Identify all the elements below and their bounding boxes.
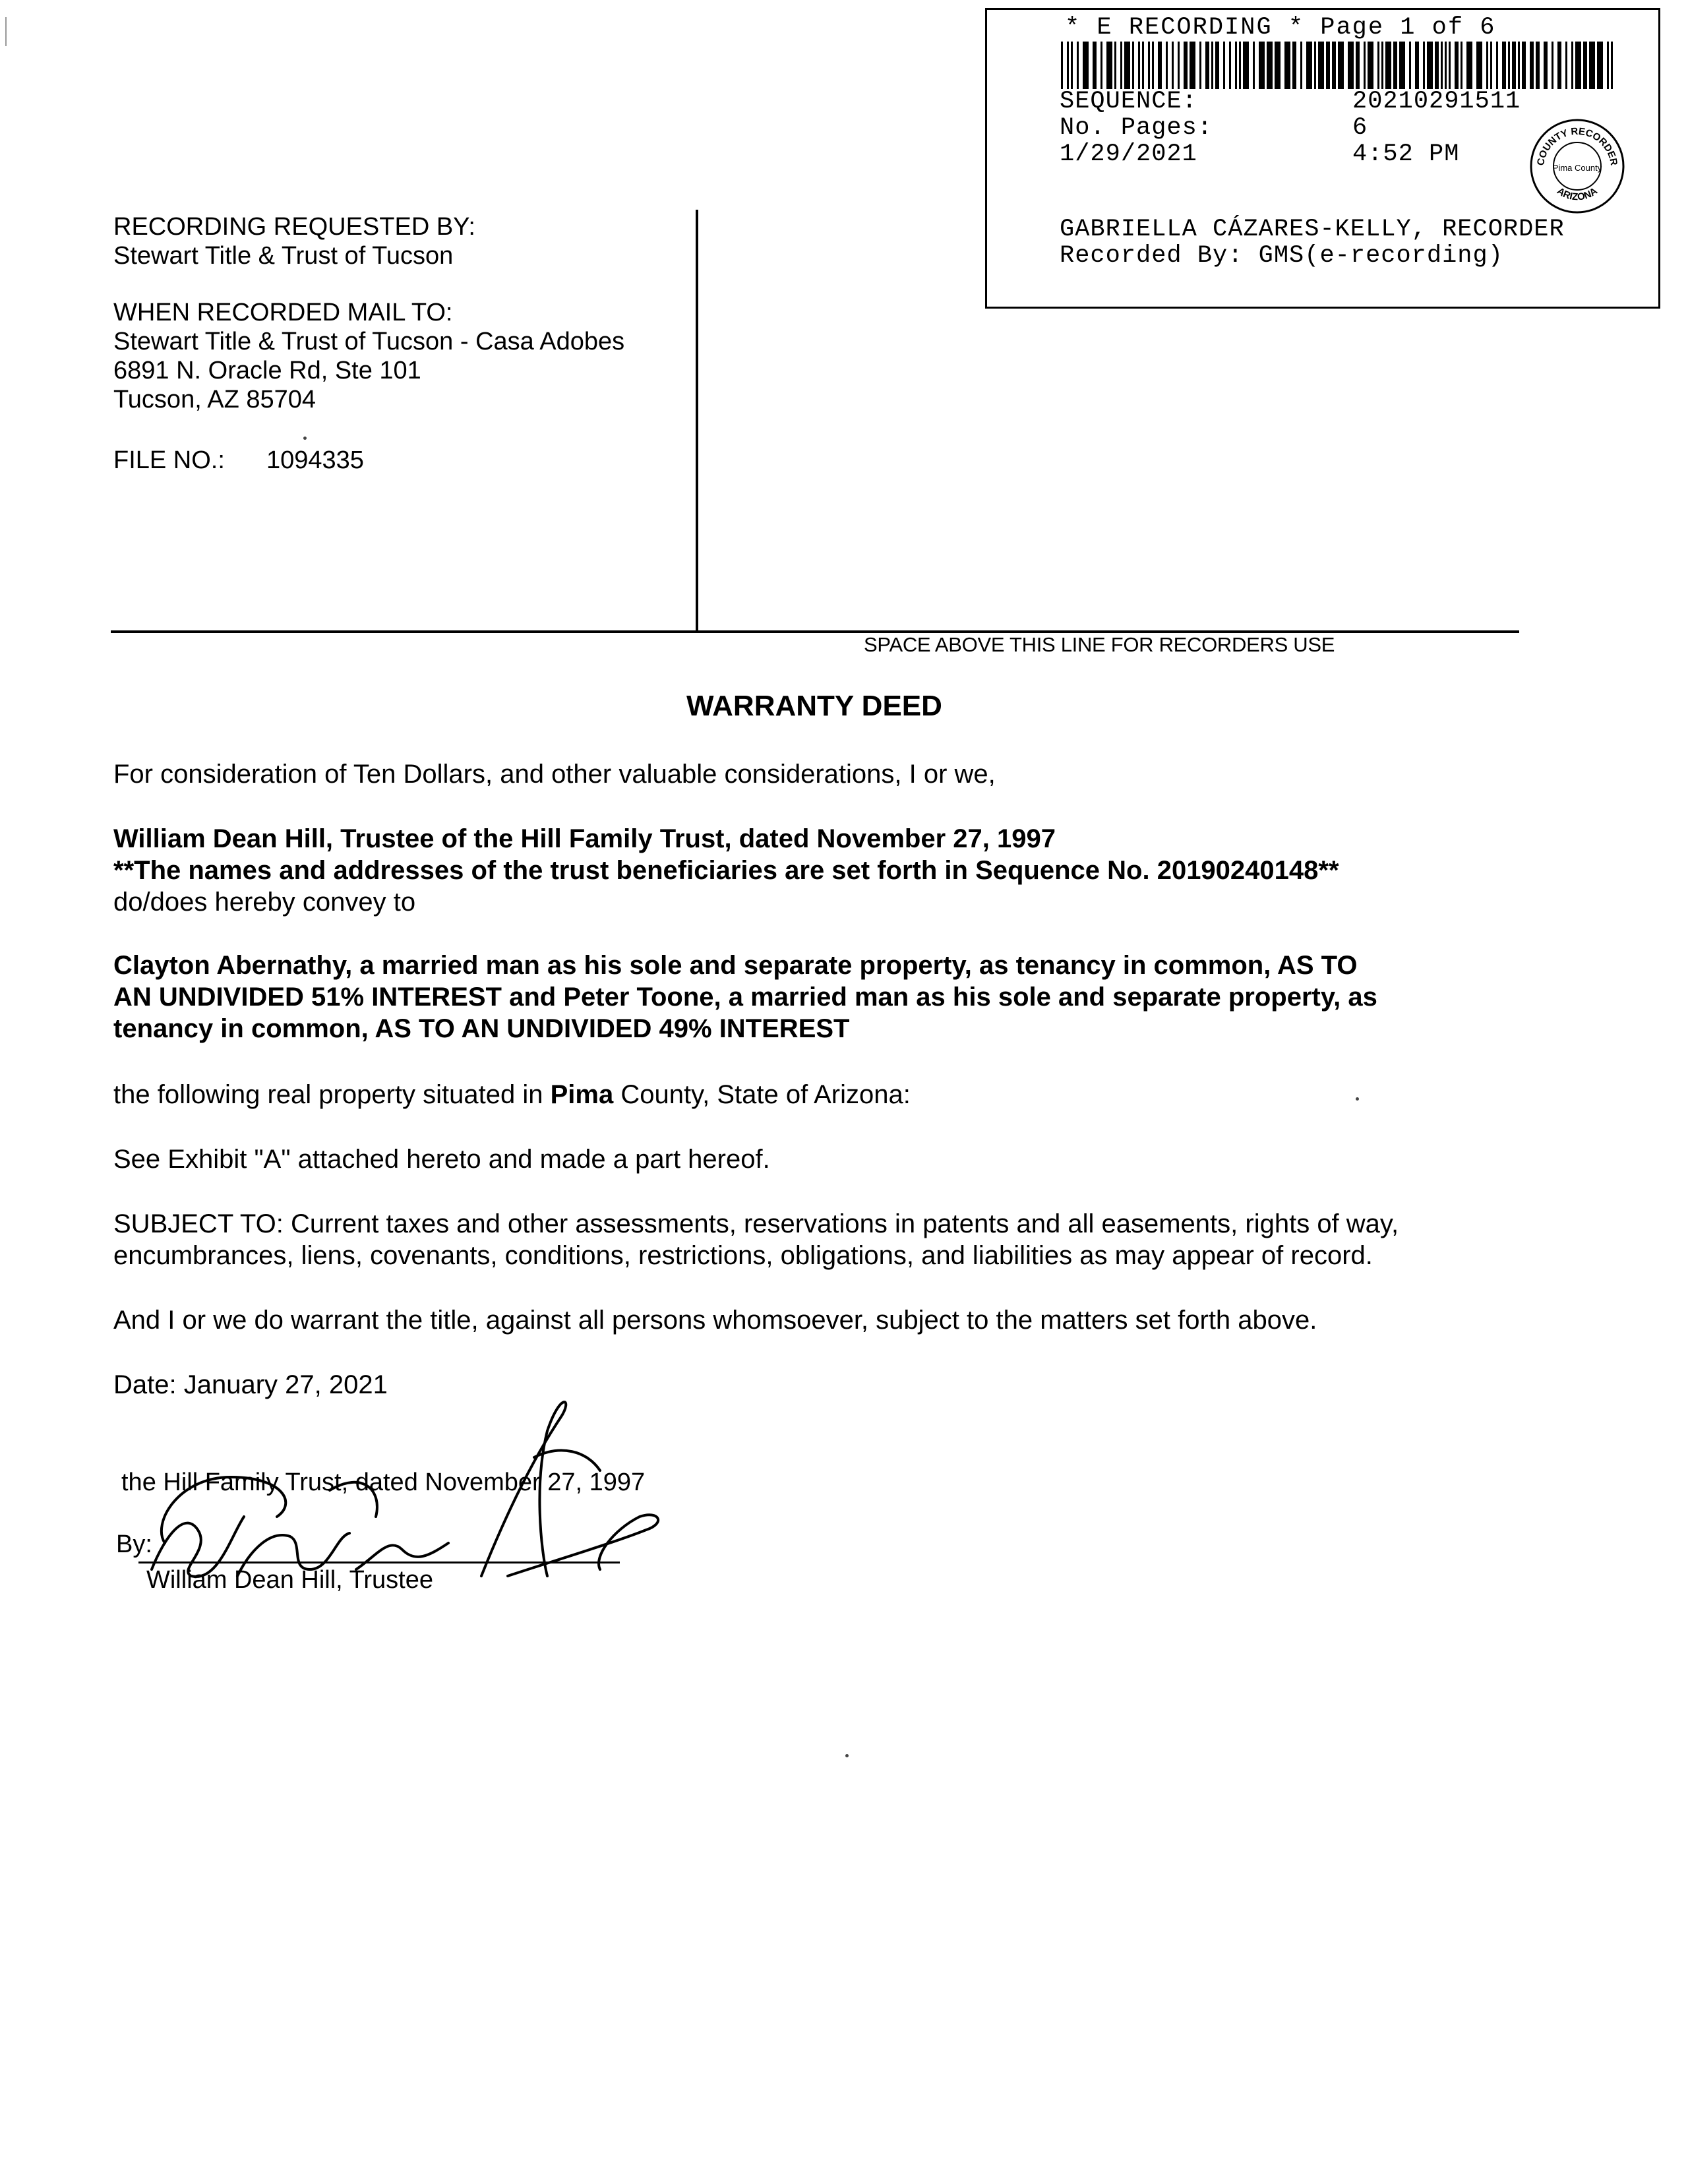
barcode-bar xyxy=(1318,42,1324,89)
barcode-bar xyxy=(1190,42,1195,89)
recording-requested-label: RECORDING REQUESTED BY: xyxy=(113,213,475,241)
barcode-bar xyxy=(1300,42,1302,89)
barcode-bar xyxy=(1178,42,1180,89)
mail-to-line3: Tucson, AZ 85704 xyxy=(113,386,316,413)
property-pre: the following real property situated in xyxy=(113,1080,551,1109)
barcode-bar xyxy=(1077,42,1079,89)
barcode-bar xyxy=(1461,42,1462,89)
barcode-bar xyxy=(1557,42,1561,89)
barcode-bar xyxy=(1496,42,1498,89)
header-divider-vertical xyxy=(696,210,698,632)
barcode-bar xyxy=(1142,42,1144,89)
handwritten-signature xyxy=(138,1378,679,1602)
barcode-bar xyxy=(1508,42,1510,89)
barcode-bar xyxy=(1205,42,1209,89)
barcode-bar xyxy=(1348,42,1354,89)
barcode-bar xyxy=(1536,42,1540,89)
barcode-bar xyxy=(1583,42,1587,89)
mail-to-label: WHEN RECORDED MAIL TO: xyxy=(113,299,453,326)
barcode-bar xyxy=(1259,42,1265,89)
barcode-bar xyxy=(1377,42,1379,89)
barcode-bar xyxy=(1138,42,1140,89)
scan-speck xyxy=(845,1754,849,1757)
barcode-bar xyxy=(1486,42,1488,89)
barcode-bar xyxy=(1518,42,1520,89)
barcode-bar xyxy=(1284,42,1290,89)
stamp-header: * E RECORDING * Page 1 of 6 xyxy=(1065,14,1496,42)
grantee-line3: tenancy in common, AS TO AN UNDIVIDED 49% INTEREST xyxy=(113,1014,850,1043)
county-recorder-seal-icon xyxy=(1528,117,1627,216)
deed-date: Date: January 27, 2021 xyxy=(113,1370,388,1399)
barcode-bar xyxy=(1435,42,1439,89)
seal-top-text: COUNTY RECORDER xyxy=(1535,125,1619,167)
grantee-line2: AN UNDIVIDED 51% INTEREST and Peter Toone, a married man as his sole and separate property, as xyxy=(113,983,1377,1012)
barcode-bar xyxy=(1393,42,1397,89)
barcode-bar xyxy=(1476,42,1482,89)
barcode-bar xyxy=(1589,42,1595,89)
barcode-bar xyxy=(1571,42,1573,89)
barcode-bar xyxy=(1093,42,1097,89)
barcode-bar xyxy=(1124,42,1130,89)
barcode-bar xyxy=(1364,42,1366,89)
barcode-bar xyxy=(1530,42,1534,89)
barcode-bar xyxy=(1611,42,1613,89)
pages-label: No. Pages: xyxy=(1060,114,1213,142)
mail-to-line2: 6891 N. Oracle Rd, Ste 101 xyxy=(113,357,421,384)
barcode-bar xyxy=(1152,42,1154,89)
warrant-text: And I or we do warrant the title, against all persons whomsoever, subject to the matters set forth above. xyxy=(113,1306,1317,1335)
scan-edge-mark xyxy=(5,17,7,46)
convey-text: do/does hereby convey to xyxy=(113,888,416,917)
property-post: County, State of Arizona: xyxy=(613,1080,911,1109)
barcode-bar xyxy=(1243,42,1249,89)
barcode-bar xyxy=(1083,42,1089,89)
subject-to-line1: SUBJECT TO: Current taxes and other assessments, reservations in patents and all easements, rights of way, xyxy=(113,1209,1399,1238)
mail-to-line1: Stewart Title & Trust of Tucson - Casa Adobes xyxy=(113,328,625,355)
barcode-bar xyxy=(1466,42,1472,89)
signer-name: William Dean Hill, Trustee xyxy=(146,1566,433,1594)
barcode-bar xyxy=(1223,42,1225,89)
barcode-bar xyxy=(1267,42,1273,89)
barcode-bar xyxy=(1522,42,1526,89)
barcode-bar xyxy=(1409,42,1411,89)
barcode-bar xyxy=(1445,42,1447,89)
barcode-bar xyxy=(1575,42,1581,89)
recording-requested-by: Stewart Title & Trust of Tucson xyxy=(113,242,454,270)
barcode-bar xyxy=(1100,42,1102,89)
barcode-bar xyxy=(1368,42,1373,89)
barcode-bar xyxy=(1338,42,1344,89)
recorders-use-note: SPACE ABOVE THIS LINE FOR RECORDERS USE xyxy=(864,633,1335,656)
barcode-bar xyxy=(1455,42,1459,89)
barcode-bar xyxy=(1253,42,1255,89)
barcode-bar xyxy=(1356,42,1360,89)
barcode-bar xyxy=(1166,42,1168,89)
barcode-bar xyxy=(1235,42,1237,89)
barcode-bar xyxy=(1215,42,1219,89)
barcode-bar xyxy=(1229,42,1231,89)
barcode-bar xyxy=(1114,42,1116,89)
scan-speck xyxy=(1356,1097,1359,1101)
barcode-bar xyxy=(1607,42,1609,89)
barcode-bar xyxy=(1239,42,1241,89)
recorded-time: 4:52 PM xyxy=(1352,140,1460,168)
subject-to-line2: encumbrances, liens, covenants, conditions, restrictions, obligations, and liabilities as may appear of record. xyxy=(113,1241,1373,1270)
seal-bottom-text: ARIZONA xyxy=(1555,185,1600,203)
grantee-line1: Clayton Abernathy, a married man as his sole and separate property, as tenancy in common, AS TO xyxy=(113,951,1358,980)
barcode-bar xyxy=(1565,42,1567,89)
barcode-bar xyxy=(1449,42,1451,89)
barcode-bar xyxy=(1544,42,1548,89)
barcode-bar xyxy=(1184,42,1188,89)
barcode-bar xyxy=(1441,42,1443,89)
barcode-bar xyxy=(1172,42,1174,89)
barcode-bar xyxy=(1512,42,1516,89)
barcode-bar xyxy=(1399,42,1405,89)
barcode-bar xyxy=(1106,42,1112,89)
sequence-value: 20210291511 xyxy=(1352,88,1521,115)
barcode-bar xyxy=(1314,42,1316,89)
svg-text:ARIZONA xyxy=(1555,185,1600,203)
barcode-bar xyxy=(1148,42,1150,89)
document-title: WARRANTY DEED xyxy=(686,690,942,722)
sequence-label: SEQUENCE: xyxy=(1060,88,1197,115)
barcode-bar xyxy=(1490,42,1492,89)
barcode-bar xyxy=(1502,42,1506,89)
recorded-by: Recorded By: GMS(e-recording) xyxy=(1060,242,1503,270)
barcode-bar xyxy=(1292,42,1296,89)
barcode-bar xyxy=(1427,42,1433,89)
recording-stamp xyxy=(985,8,1660,309)
barcode-bar xyxy=(1381,42,1383,89)
consideration-text: For consideration of Ten Dollars, and other valuable considerations, I or we, xyxy=(113,760,996,789)
barcode-bar xyxy=(1132,42,1134,89)
barcode-bar xyxy=(1275,42,1281,89)
barcode-bar xyxy=(1211,42,1213,89)
file-no-label: FILE NO.: xyxy=(113,446,225,474)
barcode-bar xyxy=(1120,42,1122,89)
barcode-bar xyxy=(1385,42,1391,89)
barcode-bar xyxy=(1332,42,1336,89)
trust-line: the Hill Family Trust, dated November 27, 1997 xyxy=(121,1469,646,1496)
recorder-name: GABRIELLA CÁZARES-KELLY, RECORDER xyxy=(1060,216,1565,243)
barcode-bar xyxy=(1423,42,1425,89)
pages-value: 6 xyxy=(1352,114,1368,142)
recorded-date: 1/29/2021 xyxy=(1060,140,1197,168)
barcode-bar xyxy=(1061,42,1063,89)
file-no-value: 1094335 xyxy=(266,446,364,474)
property-text xyxy=(113,1079,911,1110)
seal-center-text: Pima County xyxy=(1552,163,1602,173)
barcode-bar xyxy=(1326,42,1330,89)
by-label: By: xyxy=(116,1531,152,1558)
exhibit-text: See Exhibit "A" attached hereto and made a part hereof. xyxy=(113,1145,770,1174)
scan-speck xyxy=(303,437,307,440)
grantor-text: William Dean Hill, Trustee of the Hill Family Trust, dated November 27, 1997 xyxy=(113,824,1056,853)
beneficiaries-note: **The names and addresses of the trust beneficiaries are set forth in Sequence No. 20190240148** xyxy=(113,856,1339,885)
barcode-bar xyxy=(1306,42,1312,89)
barcode-bar xyxy=(1415,42,1419,89)
barcode-bar xyxy=(1199,42,1201,89)
barcode-bar xyxy=(1071,42,1073,89)
property-county: Pima xyxy=(550,1080,614,1109)
barcode-bar xyxy=(1597,42,1603,89)
barcode-bar xyxy=(1067,42,1069,89)
barcode xyxy=(1061,42,1615,89)
barcode-bar xyxy=(1552,42,1553,89)
barcode-bar xyxy=(1158,42,1162,89)
